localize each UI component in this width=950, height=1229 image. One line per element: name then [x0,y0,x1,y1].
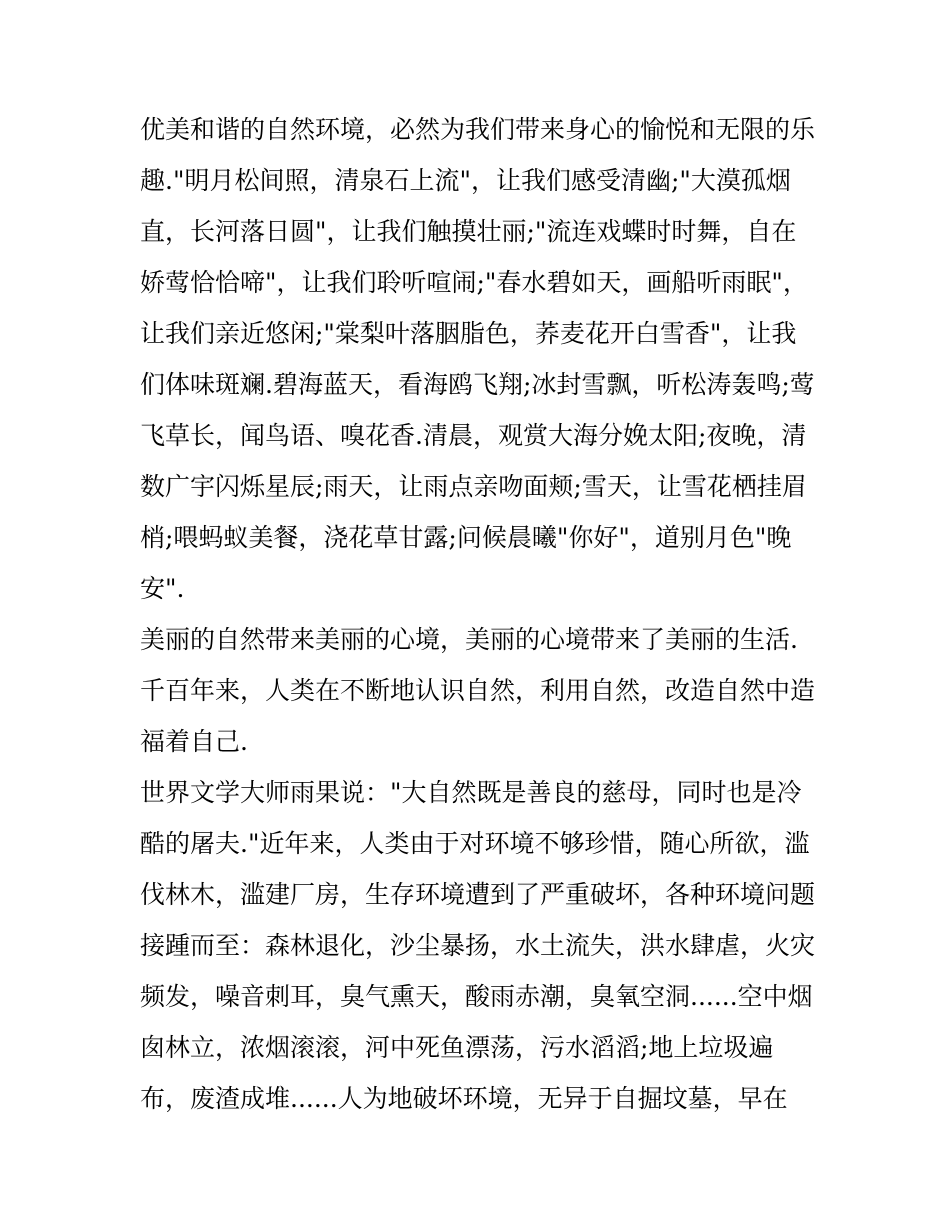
text-line: 娇莺恰恰啼"，让我们聆听喧闹;"春水碧如天，画船听雨眠"， [140,268,808,297]
text-line: 伐林木，滥建厂房，生存环境遭到了严重破坏，各种环境问题 [140,880,816,909]
text-line: 直，长河落日圆"，让我们触摸壮丽;"流连戏蝶时时舞，自在 [140,217,797,246]
text-line: 安". [140,574,185,603]
text-line: 世界文学大师雨果说："大自然既是善良的慈母，同时也是冷 [140,778,802,807]
text-line: 飞草长，闻鸟语、嗅花香.清晨，观赏大海分娩太阳;夜晚，清 [140,421,807,450]
body-text [140,104,840,1124]
text-line: 让我们亲近悠闲;"棠梨叶落胭脂色，荞麦花开白雪香"，让我 [140,319,797,348]
text-line: 优美和谐的自然环境，必然为我们带来身心的愉悦和无限的乐 [140,115,816,144]
text-line: 千百年来，人类在不断地认识自然，利用自然，改造自然中造 [140,676,816,705]
text-line: 们体味斑斓.碧海蓝天，看海鸥飞翔;冰封雪飘，听松涛轰鸣;莺 [140,370,815,399]
text-line: 频发，噪音刺耳，臭气熏天，酸雨赤潮，臭氧空洞......空中烟 [140,982,813,1011]
text-line: 美丽的自然带来美丽的心境，美丽的心境带来了美丽的生活. [140,625,798,654]
text-line: 囱林立，浓烟滚滚，河中死鱼漂荡，污水滔滔;地上垃圾遍 [140,1033,774,1062]
text-line: 梢;喂蚂蚁美餐，浇花草甘露;问候晨曦"你好"，道别月色"晚 [140,523,792,552]
text-line: 数广宇闪烁星辰;雨天，让雨点亲吻面颊;雪天，让雪花栖挂眉 [140,472,807,501]
text-line: 福着自己. [140,727,248,756]
text-line: 酷的屠夫."近年来，人类由于对环境不够珍惜，随心所欲，滥 [140,829,810,858]
text-line: 趣."明月松间照，清泉石上流"，让我们感受清幽;"大漠孤烟 [140,166,791,195]
text-line: 接踵而至：森林退化，沙尘暴扬，水土流失，洪水肆虐，火灾 [140,931,816,960]
text-line: 布，废渣成堆......人为地破坏环境，无异于自掘坟墓，早在 [140,1084,788,1113]
